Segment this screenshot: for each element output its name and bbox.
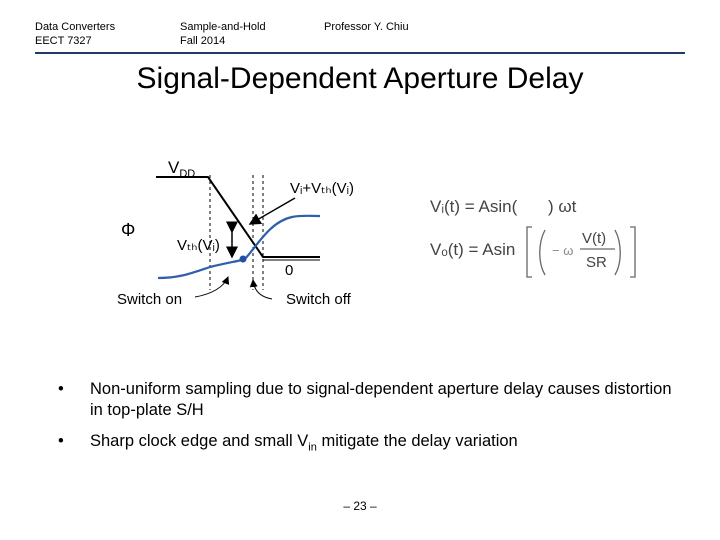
fraction-numerator: V(t) xyxy=(582,230,607,247)
bullet-marker: • xyxy=(58,380,64,398)
equation-1-lhs: Vᵢ(t) = Asin( xyxy=(430,197,518,216)
zero-label: 0 xyxy=(285,262,294,279)
vth-label: Vₜₕ(Vᵢ) xyxy=(177,237,220,254)
header-course xyxy=(35,20,115,48)
phi-label: Φ xyxy=(121,220,136,240)
page-number: – 23 – xyxy=(343,499,377,513)
vi-vth-arrow xyxy=(250,198,295,224)
header-professor xyxy=(324,20,409,34)
header-topic xyxy=(180,20,266,48)
course-code: EECT 7327 xyxy=(35,35,92,47)
input-signal-lower xyxy=(158,260,242,278)
bullet-text: Non-uniform sampling due to signal-dependent aperture delay causes distortion in top-plate S/H xyxy=(90,380,672,419)
paren-right xyxy=(615,230,620,275)
professor-name: Professor Y. Chiu xyxy=(324,21,409,33)
aperture-delay-diagram xyxy=(100,140,390,315)
bracket-right xyxy=(630,227,635,277)
equation-block xyxy=(420,185,650,285)
slide-title: Signal-Dependent Aperture Delay xyxy=(136,62,584,95)
vdd-label: $V_{DD}$ xyxy=(168,158,196,180)
sampling-point xyxy=(240,256,247,263)
equation-2-mid: − ω xyxy=(552,243,574,258)
switch-off-label: Switch off xyxy=(286,291,351,308)
topic-name: Sample-and-Hold xyxy=(180,21,266,33)
vi-plus-vth-label: Vᵢ+Vₜₕ(Vᵢ) xyxy=(290,180,354,197)
fraction-denominator: SR xyxy=(586,254,607,271)
switch-on-arrow xyxy=(195,277,228,297)
equation-1-rhs: ) ωt xyxy=(548,197,577,216)
term: Fall 2014 xyxy=(180,35,226,47)
switch-on-label: Switch on xyxy=(117,291,183,308)
bracket-left xyxy=(527,227,532,277)
bullet-text: Sharp clock edge and small $V_{in}$ mitigate the delay variation xyxy=(90,432,518,454)
bullet-marker: • xyxy=(58,432,64,450)
header-rule xyxy=(35,52,685,54)
equation-2-lhs: Vₒ(t) = Asin xyxy=(430,240,516,259)
paren-left xyxy=(540,230,545,275)
course-name: Data Converters xyxy=(35,21,116,33)
